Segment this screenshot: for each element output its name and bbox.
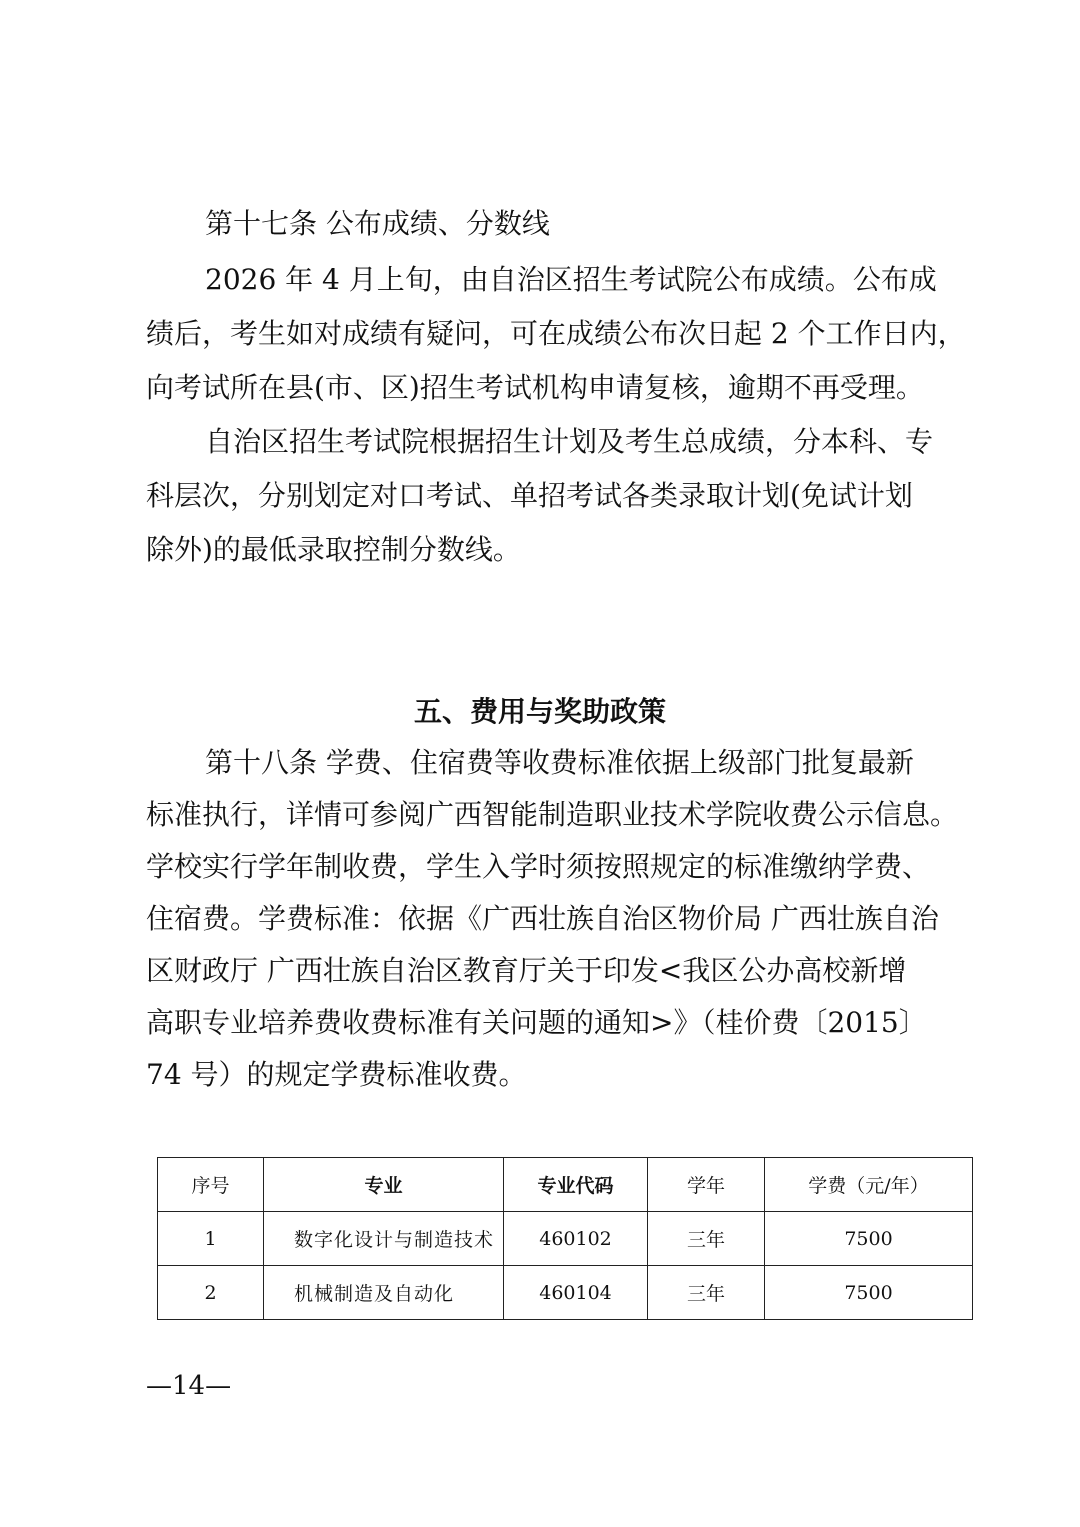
paragraph-line: 第十八条 学费、住宿费等收费标准依据上级部门批复最新 [205,746,914,779]
cell-major: 数字化设计与制造技术 [264,1212,504,1266]
page-number: —14— [146,1371,232,1401]
cell-index: 2 [158,1266,264,1320]
paragraph-line: 2026 年 4 月上旬，由自治区招生考试院公布成绩。公布成 [205,263,937,296]
header-index: 序号 [158,1158,264,1212]
fee-table [157,1157,973,1320]
table-header-row [158,1158,973,1212]
paragraph-line: 学校实行学年制收费，学生入学时须按照规定的标准缴纳学费、 [146,850,931,883]
cell-tuition: 7500 [765,1266,973,1320]
paragraph-line: 高职专业培养费收费标准有关问题的通知>》（桂价费〔2015〕 [146,1006,927,1039]
cell-tuition: 7500 [765,1212,973,1266]
header-tuition: 学费（元/年） [765,1158,973,1212]
paragraph-line: 住宿费。学费标准：依据《广西壮族自治区物价局 广西壮族自治 [146,902,939,935]
section-heading: 五、费用与奖助政策 [413,695,666,728]
paragraph-line: 科层次，分别划定对口考试、单招考试各类录取计划(免试计划 [146,479,913,512]
article-17-title: 第十七条 公布成绩、分数线 [205,207,550,240]
header-major: 专业 [264,1158,504,1212]
header-years: 学年 [648,1158,765,1212]
paragraph-line: 除外)的最低录取控制分数线。 [146,533,521,566]
paragraph-line: 向考试所在县(市、区)招生考试机构申请复核，逾期不再受理。 [146,371,924,404]
header-major-code: 专业代码 [504,1158,648,1212]
cell-years: 三年 [648,1266,765,1320]
paragraph-line: 74 号）的规定学费标准收费。 [146,1058,527,1091]
cell-index: 1 [158,1212,264,1266]
cell-major-code: 460104 [504,1266,648,1320]
cell-years: 三年 [648,1212,765,1266]
paragraph-line: 区财政厅 广西壮族自治区教育厅关于印发<我区公办高校新增 [146,954,907,987]
cell-major-code: 460102 [504,1212,648,1266]
table-row [158,1266,973,1320]
paragraph-line: 绩后，考生如对成绩有疑问，可在成绩公布次日起 2 个工作日内， [146,317,966,350]
cell-major: 机械制造及自动化 [264,1266,504,1320]
paragraph-line: 自治区招生考试院根据招生计划及考生总成绩，分本科、专 [205,425,934,458]
paragraph-line: 标准执行，详情可参阅广西智能制造职业技术学院收费公示信息。 [146,798,959,831]
table-row [158,1212,973,1266]
